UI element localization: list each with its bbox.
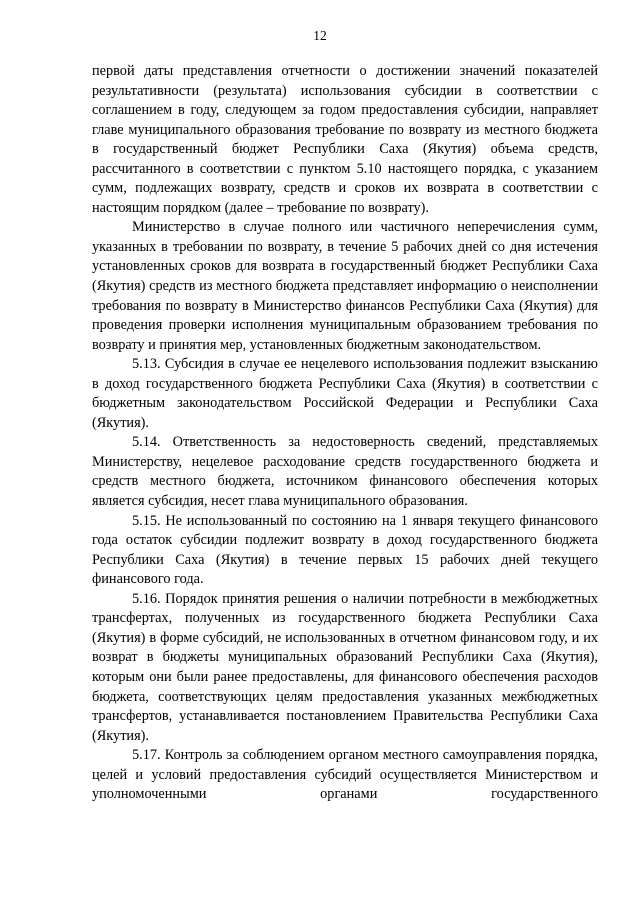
paragraph-5-17: 5.17. Контроль за соблюдением органом местного самоуправления порядка, целей и условий предоставления субсидий осуществляется Министерством и уполномоченными органами государственного (92, 747, 598, 803)
document-body (92, 62, 598, 805)
paragraph-5-16: 5.16. Порядок принятия решения о наличии потребности в межбюджетных трансфертах, полученных из государственного бюджета Республики Саха (Якутия) в форме субсидий, не использованных в отчетном финансовом году, и их возврат в бюджеты муниципальных образований Республики Саха (Якутия), которым они были ранее предоставлены, для финансового обеспечения расходов бюджета, соответствующих целям предоставления указанных межбюджетных трансфертов, устанавливается постановлением Правительства Республики Саха (Якутия). (92, 590, 598, 744)
paragraph-5-13: 5.13. Субсидия в случае ее нецелевого использования подлежит взысканию в доход государственного бюджета Республики Саха (Якутия) в соответствии с бюджетным законодательством Российской Федерации и Республики Саха (Якутия). (92, 356, 598, 431)
paragraph-5-14: 5.14. Ответственность за недостоверность сведений, представляемых Министерству, нецелевое расходование средств государственного бюджета и средств местного бюджета, источником финансового обеспечения которых является субсидия, несет глава муниципального образования. (92, 434, 598, 510)
paragraph-ministry-notice: Министерство в случае полного или частичного неперечисления сумм, указанных в требовании по возврату, в течение 5 рабочих дней со дня истечения установленных сроков для возврата в государственный бюджет Республики Саха (Якутия) средств из местного бюджета представляет информацию о неисполнении требования по возврату в Министерство финансов Республики Саха (Якутия) для проведения проверки исполнения муниципальным образованием требования по возврату и принятия мер, установленных бюджетным законодательством. (92, 219, 598, 353)
paragraph-continuation: первой даты представления отчетности о достижении значений показателей результативности (результата) использования субсидии в соответствии с соглашением в году, следующем за годом предоставления субсидии, направляет главе муниципального образования требование по возврату из местного бюджета в государственный бюджет Республики Саха (Якутия) объема средств, рассчитанного в соответствии с пунктом 5.10 настоящего порядка, с указанием сумм, подлежащих возврату, средств и сроков их возврата в соответствии с настоящим порядком (далее – требование по возврату). (92, 63, 598, 216)
paragraph-5-15: 5.15. Не использованный по состоянию на 1 января текущего финансового года остаток субсидии подлежит возврату в доход государственного бюджета Республики Саха (Якутия) в течение первых 15 рабочих дней текущего финансового года. (92, 512, 598, 588)
page-number: 12 (313, 28, 327, 43)
